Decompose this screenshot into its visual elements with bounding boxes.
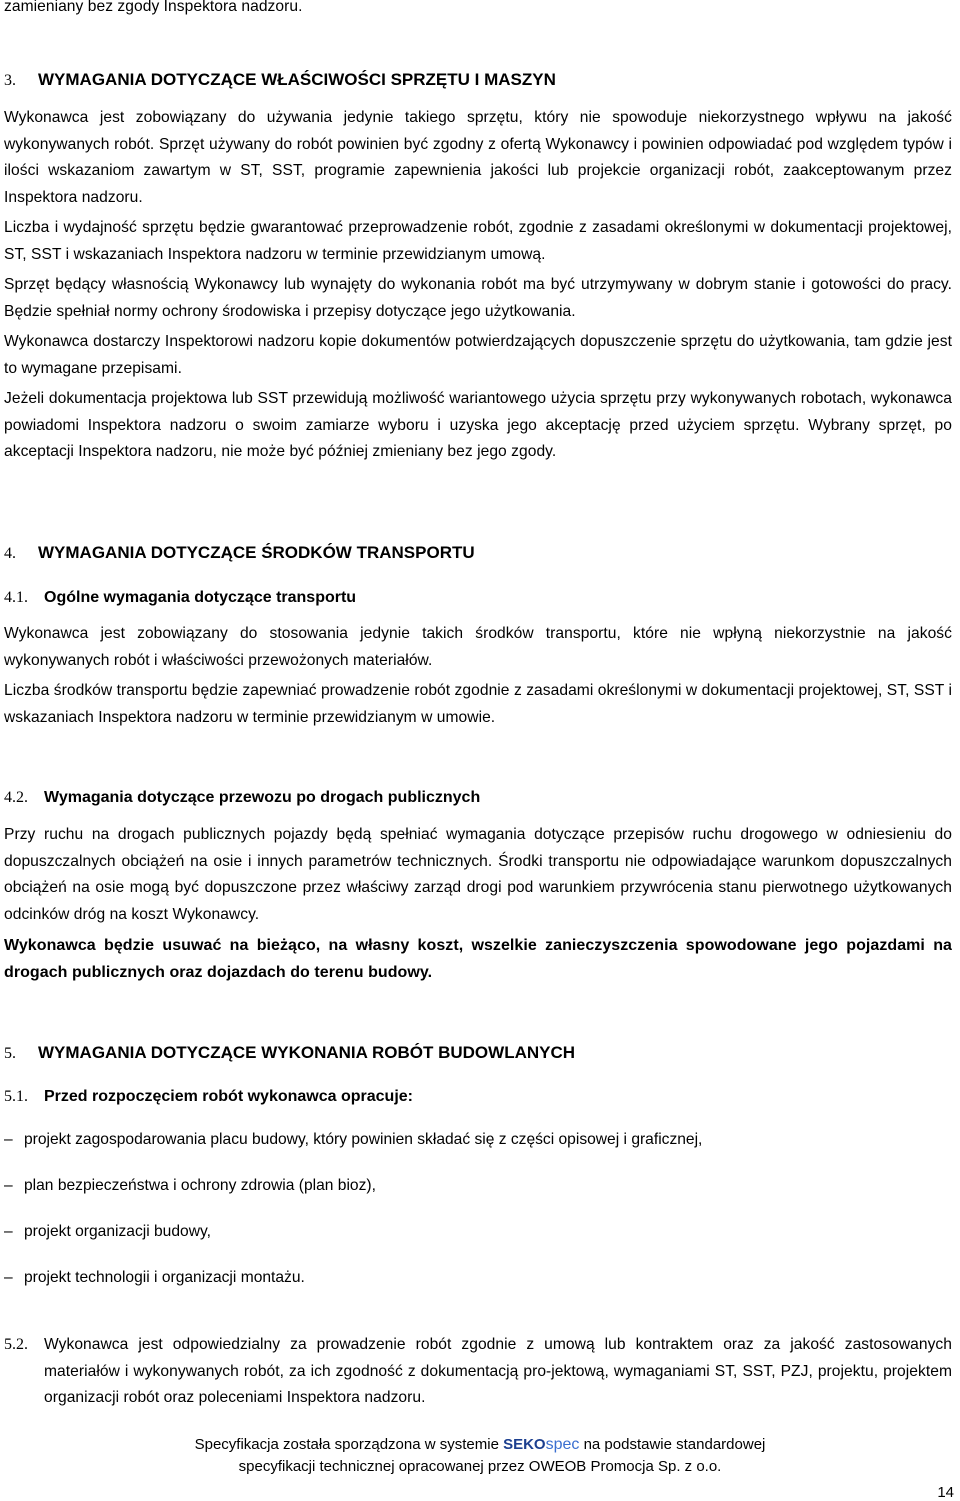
- continuation-line: zamieniany bez zgody Inspektora nadzoru.: [4, 0, 303, 15]
- logo-seko: SEKO: [503, 1436, 546, 1453]
- dash-bullet-icon: –: [4, 1223, 13, 1240]
- bold-paragraph: Wykonawca będzie usuwać na bieżąco, na własny koszt, wszelkie zanieczyszczenia spowodowane jego pojazdami na drogach publicznych oraz dojazdach do terenu budowy.: [4, 937, 952, 981]
- footer-line-2: specyfikacji technicznej opracowanej przez OWEOB Promocja Sp. z o.o.: [238, 1458, 722, 1475]
- section-4-heading: [4, 540, 475, 567]
- page-number: 14: [937, 1484, 954, 1501]
- section-4-number: 4.: [4, 545, 16, 562]
- subsection-4-2-heading: [4, 785, 480, 811]
- subsection-4-1-body: [4, 621, 952, 731]
- section-5-number: 5.: [4, 1045, 16, 1062]
- paragraph: Sprzęt będący własnością Wykonawcy lub wynajęty do wykonania robót ma być utrzymywany w dobrym stanie i gotowości do pracy. Będzie spełniał normy ochrony środowiska i przepisy dotyczące jego użytkowania.: [4, 276, 952, 320]
- footer-text: na podstawie standardowej: [583, 1436, 766, 1453]
- list-item: [4, 1173, 952, 1199]
- subsection-4-2-number: 4.2.: [4, 789, 28, 806]
- list-item: [4, 1219, 952, 1245]
- list-item: [4, 1127, 952, 1153]
- paragraph: Przy ruchu na drogach publicznych pojazdy będą spełniać wymagania dotyczące przepisów ruchu drogowego w odniesieniu do dopuszczalnych obciążeń na osie i innych parametrów technicznych. Środki transportu nie odpowiadające warunkom dopuszczalnych obciążeń na osie mogą być dopuszczone przez właściwy zarząd drogi pod warunkiem przywrócenia stanu pierwotnego użytkowanych odcinków dróg na koszt Wykonawcy.: [4, 826, 952, 923]
- subsection-4-2-body: [4, 822, 952, 986]
- subsection-4-1-title: Ogólne wymagania dotyczące transportu: [44, 589, 357, 606]
- paragraph: Wykonawca jest zobowiązany do stosowania jedynie takich środków transportu, które nie wpłyną niekorzystnie na jakość wykonywanych robót i właściwości przewożonych materiałów.: [4, 625, 952, 669]
- list-item-text: plan bezpieczeństwa i ochrony zdrowia (plan bioz),: [24, 1177, 376, 1194]
- subsection-5-1-number: 5.1.: [4, 1088, 28, 1105]
- section-3-heading: [4, 67, 556, 94]
- subsection-4-2-title: Wymagania dotyczące przewozu po drogach publicznych: [44, 789, 481, 806]
- subsection-5-1-list: [4, 1127, 952, 1291]
- sekospec-logo: [503, 1436, 579, 1453]
- section-4-title: WYMAGANIA DOTYCZĄCE ŚRODKÓW TRANSPORTU: [38, 543, 475, 562]
- footer: [0, 1434, 960, 1478]
- subsection-5-1-title: Przed rozpoczęciem robót wykonawca opracuje:: [44, 1088, 413, 1105]
- dash-bullet-icon: –: [4, 1177, 13, 1194]
- logo-spec: spec: [545, 1436, 580, 1453]
- dash-bullet-icon: –: [4, 1269, 13, 1286]
- paragraph: Liczba środków transportu będzie zapewniać prowadzenie robót zgodnie z zasadami określonymi w dokumentacji projektowej, ST, SST i wskazaniach Inspektora nadzoru w terminie przewidzianym w umowie.: [4, 682, 952, 726]
- subsection-5-2: [4, 1332, 952, 1412]
- subsection-5-2-number: 5.2.: [4, 1336, 28, 1353]
- list-item-text: projekt organizacji budowy,: [24, 1223, 211, 1240]
- paragraph: Wykonawca jest zobowiązany do używania jedynie takiego sprzętu, który nie spowoduje niekorzystnego wpływu na jakość wykonywanych robót. Sprzęt używany do robót powinien być zgodny z ofertą Wykonawcy i powinien odpowiadać pod względem typów i ilości wskazaniom zawartym w ST, SST, programie zapewnienia jakości lub projekcie organizacji robót, zaakceptowanym przez Inspektora nadzoru.: [4, 109, 952, 206]
- section-3-title: WYMAGANIA DOTYCZĄCE WŁAŚCIWOŚCI SPRZĘTU I MASZYN: [38, 70, 556, 89]
- subsection-5-1-heading: [4, 1084, 413, 1110]
- section-5-heading: [4, 1040, 575, 1067]
- subsection-4-1-heading: [4, 585, 356, 611]
- paragraph: Wykonawca dostarczy Inspektorowi nadzoru kopie dokumentów potwierdzających dopuszczenie sprzętu do użytkowania, tam gdzie jest to wymagane przepisami.: [4, 333, 952, 377]
- paragraph: Liczba i wydajność sprzętu będzie gwarantować przeprowadzenie robót, zgodnie z zasadami określonymi w dokumentacji projektowej, ST, SST i wskazaniach Inspektora nadzoru w terminie przewidzianym umową.: [4, 219, 952, 263]
- subsection-4-1-number: 4.1.: [4, 589, 28, 606]
- footer-text: Specyfikacja została sporządzona w systemie: [194, 1436, 499, 1453]
- section-3-number: 3.: [4, 72, 16, 89]
- section-5-title: WYMAGANIA DOTYCZĄCE WYKONANIA ROBÓT BUDOWLANYCH: [38, 1043, 576, 1062]
- dash-bullet-icon: –: [4, 1131, 13, 1148]
- list-item: [4, 1265, 952, 1291]
- footer-line-1: [0, 1434, 960, 1456]
- list-item-text: projekt technologii i organizacji montażu.: [24, 1269, 305, 1286]
- list-item-text: projekt zagospodarowania placu budowy, który powinien składać się z części opisowej i graficznej,: [24, 1131, 703, 1148]
- section-3-body: [4, 105, 952, 466]
- paragraph: Wykonawca jest odpowiedzialny za prowadzenie robót zgodnie z umową lub kontraktem oraz za jakość zastosowanych materiałów i wykonywanych robót, za ich zgodność z dokumentacją pro-jektową, wymaganiami ST, SST, PZJ, projektu, projektem organizacji robót oraz poleceniami Inspektora nadzoru.: [44, 1336, 952, 1406]
- paragraph: Jeżeli dokumentacja projektowa lub SST przewidują możliwość wariantowego użycia sprzętu przy wykonywanych robotach, wykonawca powiadomi Inspektora nadzoru o swoim zamiarze wyboru i uzyska jego akceptację przed użyciem sprzętu. Wybrany sprzęt, po akceptacji Inspektora nadzoru, nie może być później zmieniany bez jego zgody.: [4, 390, 952, 460]
